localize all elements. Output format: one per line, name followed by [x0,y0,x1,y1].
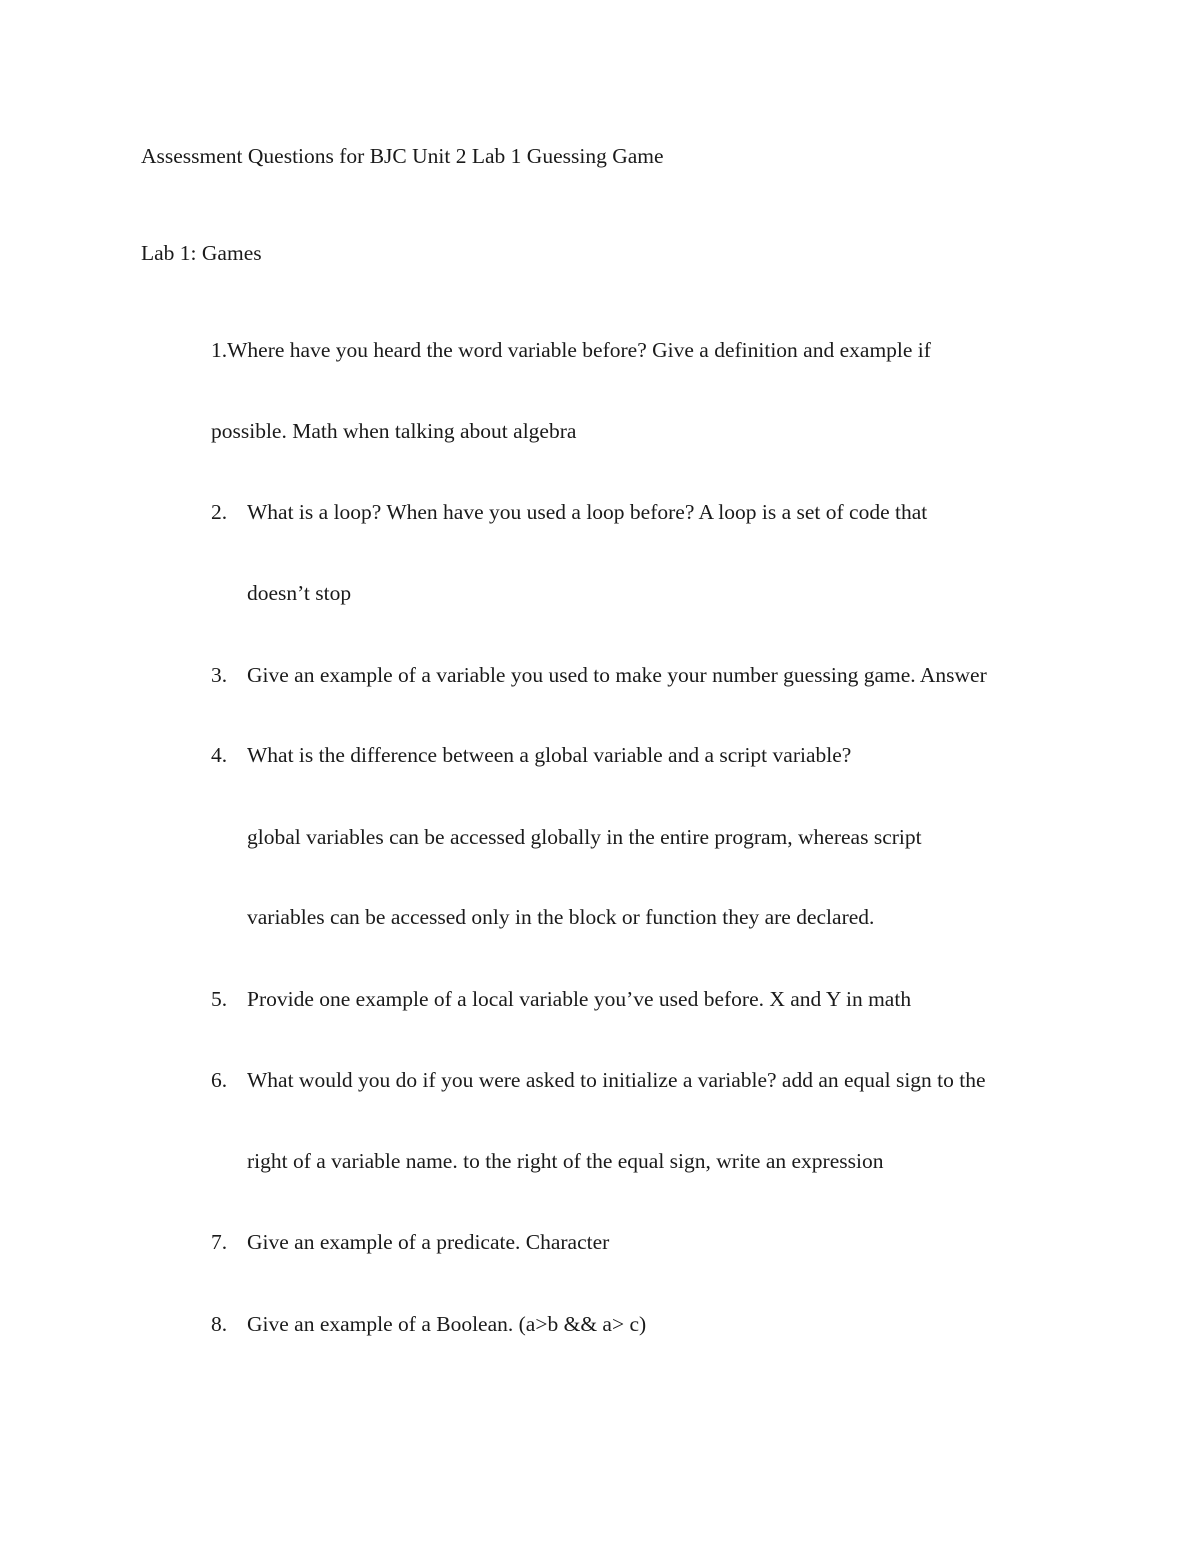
section-heading: Lab 1: Games [141,241,262,265]
document-title: Assessment Questions for BJC Unit 2 Lab 1 Guessing Game [141,144,664,168]
question-1 [211,340,931,362]
question-4-answer-continuation: variables can be accessed only in the block or function they are declared. [247,905,875,929]
question-5-text: Provide one example of a local variable you’ve used before. X and Y in math [247,987,912,1011]
question-1-continuation: possible. Math when talking about algebra [211,419,577,443]
question-number: 8. [211,1312,228,1336]
question-3-text: Give an example of a variable you used to make your number guessing game. Answer [247,663,987,687]
question-number: 2. [211,500,228,524]
question-8-text: Give an example of a Boolean. (a>b && a> c) [247,1312,647,1336]
question-number: 1. [211,338,228,362]
question-number: 5. [211,987,228,1011]
question-4-answer: global variables can be accessed globally in the entire program, whereas script [247,825,922,849]
question-2-text: What is a loop? When have you used a loop before? A loop is a set of code that [247,500,928,524]
question-number: 6. [211,1068,228,1092]
question-number: 3. [211,663,228,687]
question-number: 7. [211,1230,228,1254]
question-6-continuation: right of a variable name. to the right of the equal sign, write an expression [247,1149,884,1173]
question-2-continuation: doesn’t stop [247,581,352,605]
question-6-text: What would you do if you were asked to initialize a variable? add an equal sign to the [247,1068,986,1092]
question-7-text: Give an example of a predicate. Character [247,1230,610,1254]
question-number: 4. [211,743,228,767]
question-4-text: What is the difference between a global variable and a script variable? [247,743,852,767]
question-text-line: Where have you heard the word variable before? Give a definition and example if [227,338,931,362]
